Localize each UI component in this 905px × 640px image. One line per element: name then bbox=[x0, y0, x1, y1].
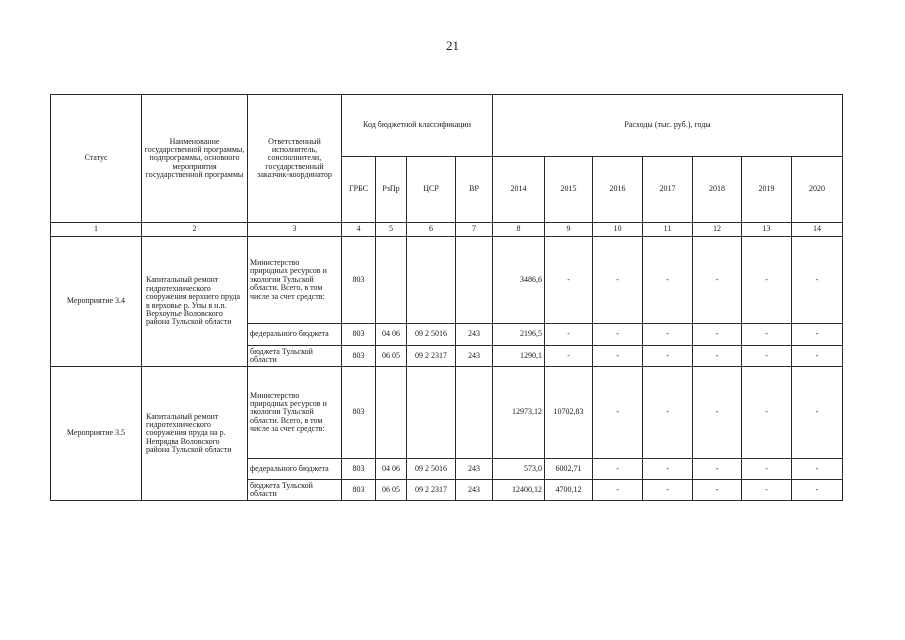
header-responsible: Ответственный исполнитель, соисполнители, государственный заказчик-координатор bbox=[248, 95, 342, 223]
column-number: 10 bbox=[593, 223, 643, 237]
value-2017: - bbox=[643, 459, 693, 480]
value-2016: - bbox=[593, 237, 643, 324]
value-2019: - bbox=[742, 459, 792, 480]
value-2015: - bbox=[545, 346, 593, 367]
value-2019: - bbox=[742, 480, 792, 501]
column-number: 6 bbox=[407, 223, 456, 237]
value-2016: - bbox=[593, 459, 643, 480]
value-2020: - bbox=[792, 346, 843, 367]
vr-cell: 243 bbox=[456, 346, 493, 367]
value-2018: - bbox=[693, 324, 742, 346]
column-number: 11 bbox=[643, 223, 693, 237]
csr-cell bbox=[407, 367, 456, 459]
column-number: 3 bbox=[248, 223, 342, 237]
column-number: 9 bbox=[545, 223, 593, 237]
value-2015: - bbox=[545, 324, 593, 346]
vr-cell bbox=[456, 367, 493, 459]
event-name: Капитальный ремонт гидротехнического сооружения верхнего пруда в верховье р. Упы в н.п. Верхоупье Воловского района Тульской области bbox=[142, 237, 248, 367]
table-row bbox=[51, 367, 843, 459]
column-number: 12 bbox=[693, 223, 742, 237]
value-2016: - bbox=[593, 367, 643, 459]
responsible-cell: Министерство природных ресурсов и экологии Тульской области. Всего, в том числе за счет средств: bbox=[248, 367, 342, 459]
column-number: 1 bbox=[51, 223, 142, 237]
value-2014: 12400,12 bbox=[493, 480, 545, 501]
column-number: 5 bbox=[376, 223, 407, 237]
value-2018: - bbox=[693, 346, 742, 367]
column-number: 7 bbox=[456, 223, 493, 237]
value-2019: - bbox=[742, 237, 792, 324]
rzpr-cell: 04 06 bbox=[376, 459, 407, 480]
rzpr-cell: 04 06 bbox=[376, 324, 407, 346]
event-status: Мероприятие 3.4 bbox=[51, 237, 142, 367]
csr-cell: 09 2 2317 bbox=[407, 480, 456, 501]
grbs-cell: 803 bbox=[342, 346, 376, 367]
column-number-row bbox=[51, 223, 843, 237]
value-2019: - bbox=[742, 346, 792, 367]
value-2017: - bbox=[643, 480, 693, 501]
rzpr-cell: 06 05 bbox=[376, 346, 407, 367]
value-2016: - bbox=[593, 480, 643, 501]
grbs-cell: 803 bbox=[342, 459, 376, 480]
header-year-2019: 2019 bbox=[742, 157, 792, 223]
value-2018: - bbox=[693, 367, 742, 459]
vr-cell: 243 bbox=[456, 459, 493, 480]
header-expenses: Расходы (тыс. руб.), годы bbox=[493, 95, 843, 157]
value-2017: - bbox=[643, 324, 693, 346]
event-name: Капитальный ремонт гидротехнического сооружения пруда на р. Непрядва Воловского района Тульской области bbox=[142, 367, 248, 501]
grbs-cell: 803 bbox=[342, 237, 376, 324]
grbs-cell: 803 bbox=[342, 367, 376, 459]
value-2016: - bbox=[593, 346, 643, 367]
column-number: 4 bbox=[342, 223, 376, 237]
value-2018: - bbox=[693, 237, 742, 324]
value-2015: 6002,71 bbox=[545, 459, 593, 480]
header-year-2016: 2016 bbox=[593, 157, 643, 223]
vr-cell bbox=[456, 237, 493, 324]
csr-cell: 09 2 5016 bbox=[407, 459, 456, 480]
responsible-cell: бюджета Тульской области bbox=[248, 346, 342, 367]
value-2018: - bbox=[693, 480, 742, 501]
column-number: 13 bbox=[742, 223, 792, 237]
responsible-cell: федерального бюджета bbox=[248, 324, 342, 346]
value-2015: 4700,12 bbox=[545, 480, 593, 501]
header-year-2014: 2014 bbox=[493, 157, 545, 223]
header-year-2018: 2018 bbox=[693, 157, 742, 223]
rzpr-cell bbox=[376, 367, 407, 459]
grbs-cell: 803 bbox=[342, 324, 376, 346]
value-2020: - bbox=[792, 459, 843, 480]
column-number: 8 bbox=[493, 223, 545, 237]
value-2016: - bbox=[593, 324, 643, 346]
value-2015: 10702,83 bbox=[545, 367, 593, 459]
value-2014: 12973,12 bbox=[493, 367, 545, 459]
header-status: Статус bbox=[51, 95, 142, 223]
value-2017: - bbox=[643, 237, 693, 324]
value-2020: - bbox=[792, 367, 843, 459]
value-2017: - bbox=[643, 367, 693, 459]
value-2015: - bbox=[545, 237, 593, 324]
header-program-name: Наименование государственной программы, подпрограммы, основного мероприятия государственной программы bbox=[142, 95, 248, 223]
page-number: 21 bbox=[446, 38, 459, 53]
value-2019: - bbox=[742, 367, 792, 459]
rzpr-cell: 06 05 bbox=[376, 480, 407, 501]
value-2020: - bbox=[792, 237, 843, 324]
rzpr-cell bbox=[376, 237, 407, 324]
header-budget-code: Код бюджетной классификации bbox=[342, 95, 493, 157]
value-2019: - bbox=[742, 324, 792, 346]
responsible-cell: бюджета Тульской области bbox=[248, 480, 342, 501]
budget-table bbox=[50, 94, 843, 501]
value-2014: 1290,1 bbox=[493, 346, 545, 367]
column-number: 14 bbox=[792, 223, 843, 237]
vr-cell: 243 bbox=[456, 324, 493, 346]
csr-cell: 09 2 5016 bbox=[407, 324, 456, 346]
header-year-2017: 2017 bbox=[643, 157, 693, 223]
event-status: Мероприятие 3.5 bbox=[51, 367, 142, 501]
vr-cell: 243 bbox=[456, 480, 493, 501]
column-number: 2 bbox=[142, 223, 248, 237]
header-year-2015: 2015 bbox=[545, 157, 593, 223]
value-2014: 3486,6 bbox=[493, 237, 545, 324]
value-2020: - bbox=[792, 324, 843, 346]
value-2020: - bbox=[792, 480, 843, 501]
header-rzpr: РзПр bbox=[376, 157, 407, 223]
grbs-cell: 803 bbox=[342, 480, 376, 501]
header-csr: ЦСР bbox=[407, 157, 456, 223]
value-2014: 573,0 bbox=[493, 459, 545, 480]
table-row bbox=[51, 237, 843, 324]
csr-cell bbox=[407, 237, 456, 324]
header-vr: ВР bbox=[456, 157, 493, 223]
value-2014: 2196,5 bbox=[493, 324, 545, 346]
responsible-cell: Министерство природных ресурсов и экологии Тульской области. Всего, в том числе за счет средств: bbox=[248, 237, 342, 324]
csr-cell: 09 2 2317 bbox=[407, 346, 456, 367]
header-grbs: ГРБС bbox=[342, 157, 376, 223]
responsible-cell: федерального бюджета bbox=[248, 459, 342, 480]
header-year-2020: 2020 bbox=[792, 157, 843, 223]
value-2018: - bbox=[693, 459, 742, 480]
value-2017: - bbox=[643, 346, 693, 367]
